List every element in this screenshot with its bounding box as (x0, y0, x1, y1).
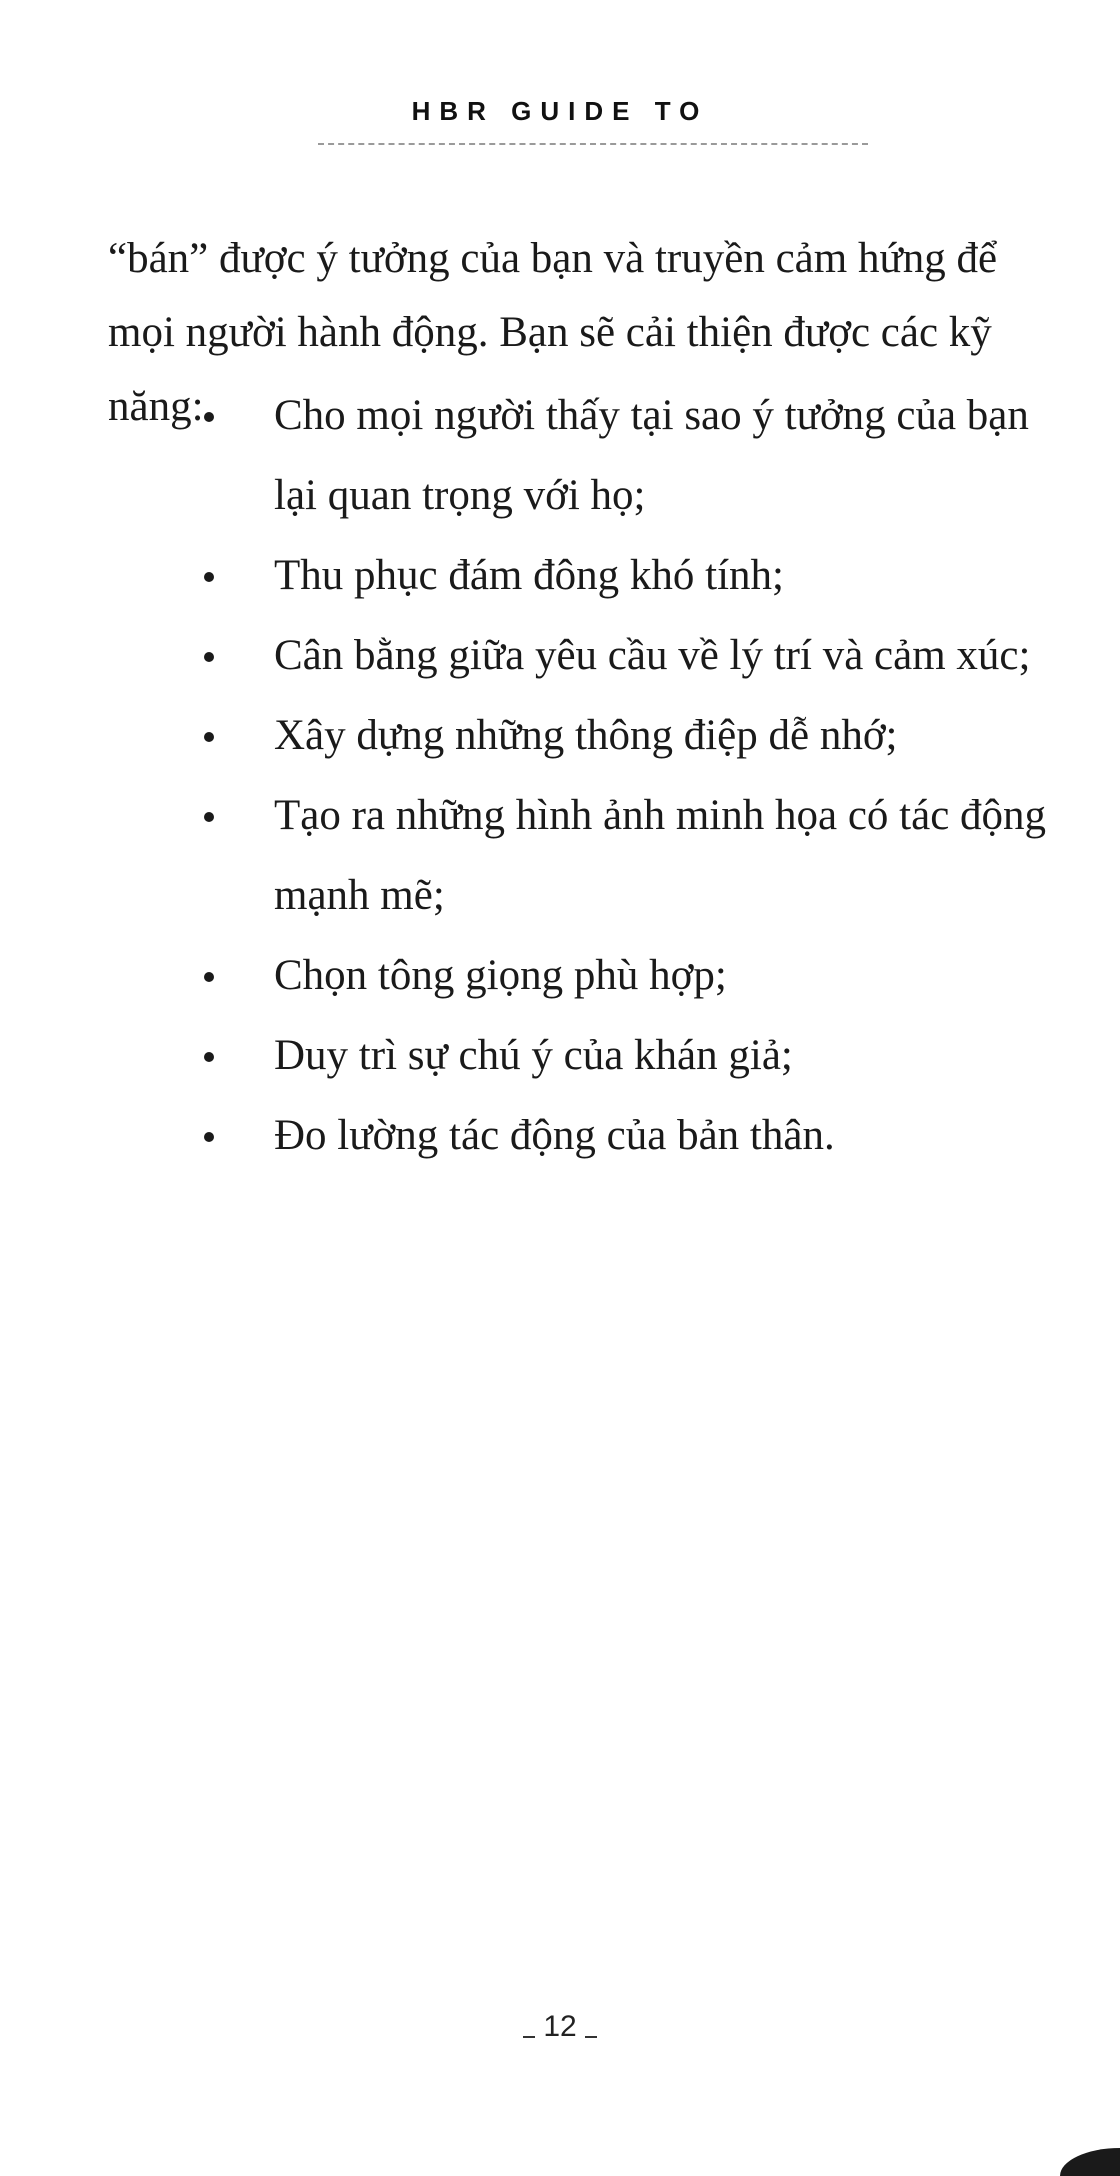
list-item-text: Cân bằng giữa yêu cầu về lý trí và cảm xúc; (274, 632, 1031, 679)
list-item-text: Thu phục đám đông khó tính; (274, 552, 784, 599)
bullet-icon (204, 732, 214, 742)
list-item-text: Cho mọi người thấy tại sao ý tưởng của bạn lại quan trọng với họ; (274, 392, 1029, 519)
header-dashed-rule (318, 143, 868, 145)
list-item-text: Duy trì sự chú ý của khán giả; (274, 1032, 793, 1079)
running-head-title: HBR GUIDE TO (411, 96, 709, 126)
list-item-text: Xây dựng những thông điệp dễ nhớ; (274, 712, 898, 759)
list-item (0, 616, 1120, 696)
bullet-icon (204, 1132, 214, 1142)
list-item (0, 1016, 1120, 1096)
bullet-icon (204, 412, 214, 422)
bullet-icon (204, 972, 214, 982)
list-item-text: Tạo ra những hình ảnh minh họa có tác động mạnh mẽ; (274, 792, 1047, 919)
bullet-icon (204, 652, 214, 662)
bullet-icon (204, 1052, 214, 1062)
list-item (0, 1096, 1120, 1176)
list-item-text: Đo lường tác động của bản thân. (274, 1112, 835, 1159)
page-number-dash-right (585, 2036, 597, 2038)
bullet-icon (204, 572, 214, 582)
page-number-dash-left (523, 2036, 535, 2038)
list-item (0, 376, 1120, 536)
intro-paragraph: “bán” được ý tưởng của bạn và truyền cảm hứng để mọi người hành động. Bạn sẽ cải thiện được các kỹ năng: (108, 235, 998, 430)
page-corner-shadow (1060, 2148, 1120, 2176)
page-number (0, 2010, 1120, 2044)
skills-list (0, 376, 1120, 1176)
list-item (0, 936, 1120, 1016)
page-number-text: 12 (543, 2010, 577, 2043)
bullet-icon (204, 812, 214, 822)
list-item-text: Chọn tông giọng phù hợp; (274, 952, 727, 999)
list-item (0, 536, 1120, 616)
list-item (0, 696, 1120, 776)
list-item (0, 776, 1120, 936)
